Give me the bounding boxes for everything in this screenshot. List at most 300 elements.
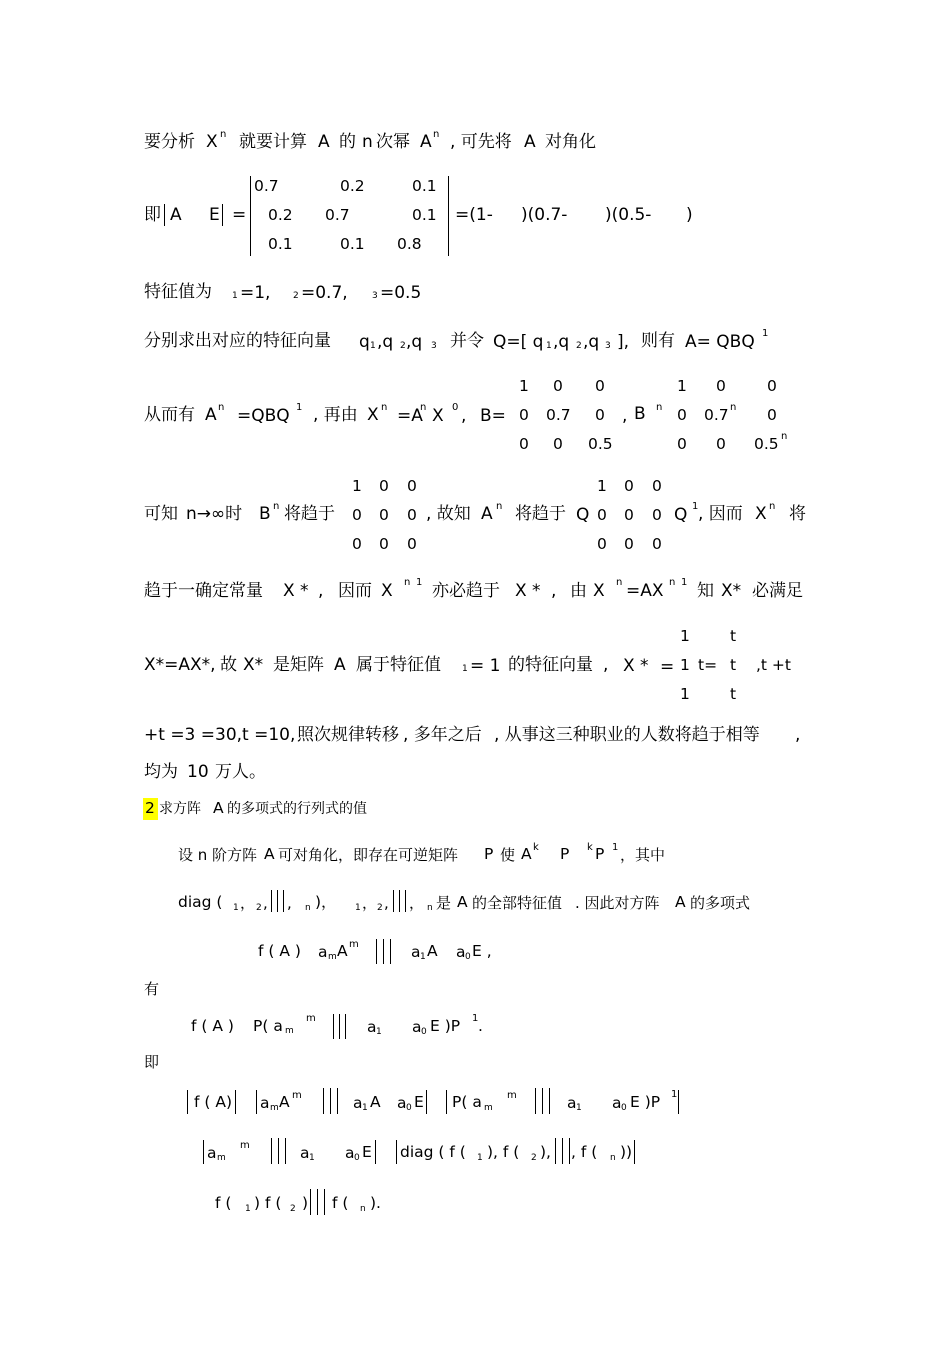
superscript: n [656,402,663,413]
text: a [260,1094,270,1112]
text: E [362,1143,372,1161]
text-ji: 即 [144,1053,160,1071]
matrix-cell: 0 [767,406,777,424]
matrix-cell: 0.7 [325,206,350,224]
text: X [755,504,767,524]
text: 对角化 [545,132,596,152]
text: ) f ( [254,1194,282,1212]
text: P [484,845,494,863]
text: ， [362,894,378,912]
text: X * [623,656,649,676]
text: P [595,845,605,863]
matrix-cell: 0 [379,535,389,553]
text: 必满足 [752,581,803,601]
text: a [367,1018,377,1036]
matrix-cell: 0 [407,535,417,553]
text: , 多年之后 [403,725,482,745]
matrix-cell: 0.7 [254,177,279,195]
superscript: n [218,402,225,413]
subscript: m [285,1026,294,1036]
ellipsis-stroke [271,1138,272,1164]
subscript: n [360,1204,366,1214]
ellipsis-stroke [399,890,400,912]
text: 的多项式的行列式的值 [227,801,367,817]
matrix-cell: 0 [624,506,634,524]
matrix-cell: 1 [519,377,529,395]
text: 分别求出对应的特征向量 [144,331,331,351]
text: 故 [220,655,237,675]
matrix-cell: 1 [352,477,362,495]
text: , [318,581,324,601]
text: , [603,655,609,675]
text: X [432,406,444,426]
text: E , [472,942,492,960]
superscript: n [381,402,388,413]
superscript: n [669,577,676,588]
matrix-cell: 0 [597,506,607,524]
ellipsis-stroke [562,1138,563,1164]
text: ,q [553,332,570,352]
text: P [560,845,570,863]
matrix-cell: 0 [519,435,529,453]
text: A [205,405,217,425]
superscript: n [730,402,737,413]
abs-bar [446,1090,447,1114]
text: 由 [570,581,587,601]
abs-bar [634,1140,635,1164]
ellipsis-stroke [542,1088,543,1114]
superscript: n [220,129,227,140]
superscript: 1 [296,402,303,413]
matrix-cell: 1 [597,477,607,495]
matrix-cell: 0.7 [546,406,571,424]
abs-bar [164,204,165,226]
text: 万人。 [215,762,266,782]
matrix-cell: 0.1 [412,177,437,195]
text: 可对角化，即存在可逆矩阵 [278,846,459,864]
matrix-cell: 0 [379,506,389,524]
subscript: 1 [309,1153,315,1163]
text: 将 [789,504,806,524]
superscript: 1 [681,577,688,588]
matrix-cell: 0.5 [754,435,779,453]
text: . 因此对方阵 [575,894,660,912]
text: a [612,1094,622,1112]
matrix-cell: 0 [407,506,417,524]
text: Q [576,505,590,525]
ellipsis-stroke [271,890,272,912]
subscript: 0 [465,952,471,962]
ellipsis-stroke [405,890,406,912]
abs-bar [256,1090,257,1114]
superscript: n [433,129,440,140]
superscript: m [507,1090,517,1101]
text: 次幂 [376,132,410,152]
ellipsis-stroke [569,1138,570,1164]
text: B [259,504,271,524]
matrix-cell: 0 [379,477,389,495]
text: , [384,894,389,912]
text: a [397,1094,407,1112]
text: n [362,132,373,152]
text: A [457,893,468,911]
text: f ( [332,1194,349,1212]
text: , 可先将 [450,132,512,152]
subscript: 0 [406,1103,412,1113]
matrix-cell: 0.1 [412,206,437,224]
vector-cell: 1 [680,656,690,674]
subscript: m [217,1153,226,1163]
text: A [427,942,438,960]
matrix-cell: 0 [677,406,687,424]
text: =0.7, [301,283,348,303]
subscript: 1 [376,1027,382,1037]
text: A [337,942,348,960]
superscript: n [496,501,503,512]
superscript: 1 [762,328,769,339]
superscript: m [292,1090,302,1101]
text: X * [515,581,541,601]
text: E )P [630,1093,661,1111]
text: diag ( [178,893,223,911]
subscript: m [328,952,337,962]
text: A [279,1093,290,1111]
vector-cell: 1 [680,627,690,645]
superscript: n [273,501,280,512]
text: A [675,893,686,911]
ellipsis-stroke [278,1138,279,1164]
matrix-cell: 0 [352,535,362,553]
text: =0.5 [380,283,422,303]
subscript: 1 [232,291,238,301]
vector-cell: 1 [680,685,690,703]
subscript: 0 [621,1103,627,1113]
abs-bar [426,1090,427,1114]
matrix-cell: 0.2 [268,206,293,224]
ellipsis-stroke [283,890,284,912]
ellipsis-stroke [535,1088,536,1114]
vector-cell: t [730,656,737,674]
ellipsis-stroke [383,939,384,964]
superscript: k [533,842,539,853]
text: A= QBQ [685,332,755,352]
subscript: 0 [354,1153,360,1163]
ellipsis-stroke [310,1189,311,1215]
text: . [478,1017,483,1035]
ellipsis-stroke [393,890,394,912]
text: P( a [253,1017,283,1035]
text: ,t +t [756,656,791,674]
text: =A [397,406,423,426]
text: X [593,581,605,601]
text: = 1 [470,656,501,676]
text: B [634,404,646,424]
subscript: 3 [372,291,378,301]
text: n→∞时 [186,504,243,524]
text: X [367,405,379,425]
text: , [263,894,268,912]
subscript: 2 [377,903,383,913]
abs-bar [187,1090,188,1114]
superscript: n [769,501,776,512]
abs-bar [235,1090,236,1114]
text: , 故知 [426,504,471,524]
superscript: 1 [612,842,619,853]
determinant-bar [448,176,449,256]
superscript: n [781,431,788,442]
ellipsis-stroke [555,1138,556,1164]
subscript: n [427,903,433,913]
matrix-cell: 1 [677,377,687,395]
text: a [300,1144,310,1162]
ellipsis-stroke [285,1138,286,1164]
text: 10 [187,762,209,782]
ellipsis-stroke [323,1088,324,1114]
determinant-bar [250,176,251,256]
text: A [170,205,182,225]
ellipsis-stroke [317,1189,318,1215]
text: a [411,943,421,961]
text: 设 n 阶方阵 [178,846,258,864]
text: a [353,1094,363,1112]
text: ,q [406,332,423,352]
text: ) [302,1194,309,1212]
text: 使 [500,846,516,864]
text: B= [480,406,506,426]
superscript: k [587,842,593,853]
text: )) [620,1143,633,1161]
abs-bar [222,204,223,226]
ellipsis-stroke [277,890,278,912]
ellipsis-stroke [390,939,391,964]
subscript: 2 [400,341,406,351]
superscript: 0 [452,402,459,413]
subscript: m [270,1103,279,1113]
matrix-cell: 0 [595,406,605,424]
text: t= [698,656,718,674]
text: 求方阵 [159,801,201,817]
ellipsis-stroke [345,1014,346,1039]
subscript: m [484,1103,493,1113]
matrix-cell: 0 [352,506,362,524]
abs-bar [396,1140,397,1164]
text: A [524,132,536,152]
text: 的全部特征值 [472,894,563,912]
text: ), [540,1143,551,1161]
subscript: 0 [421,1027,427,1037]
text-you: 有 [144,980,160,998]
text: A [264,845,275,863]
text: A [370,1093,381,1111]
text: a [567,1094,577,1112]
subscript: 1 [576,1103,582,1113]
text: +t =3 =30,t =10, [144,725,296,745]
text: 属于特征值 [356,655,441,675]
text: 是矩阵 [273,655,324,675]
text: q [359,332,370,352]
matrix-cell: 0 [624,477,634,495]
text: X [381,581,393,601]
text: A [521,845,532,863]
ellipsis-stroke [324,1189,325,1215]
ellipsis-stroke [330,1088,331,1114]
subscript: 1 [355,903,361,913]
text: , [287,894,292,912]
matrix-cell: 0.1 [340,235,365,253]
text: 就要计算 [239,132,307,152]
ellipsis-stroke [549,1088,550,1114]
text: A [213,799,224,817]
subscript: 2 [293,291,299,301]
text: E [209,205,220,225]
text: , [795,725,801,745]
superscript: n [420,402,427,413]
text: 并令 [450,331,484,351]
text: ). [370,1194,381,1212]
text: , 因而 [698,504,743,524]
text: A [481,504,493,524]
text: Q=[ q [493,332,544,352]
text: )(0.5- [605,205,652,225]
text: diag ( f ( [400,1143,466,1161]
text: a [345,1144,355,1162]
matrix-cell: 0.2 [340,177,365,195]
text: E [414,1093,424,1111]
abs-bar [375,1140,376,1164]
text: 则有 [641,331,675,351]
subscript: 1 [546,341,552,351]
text: 知 [697,581,714,601]
subscript: n [610,1153,616,1163]
text: , [551,581,557,601]
text: =AX [626,581,664,601]
superscript: m [306,1013,316,1024]
text: 亦必趋于 [432,581,500,601]
text: a [207,1144,217,1162]
text: 均为 [144,762,178,782]
text: f ( A) [194,1093,233,1111]
matrix-cell: 0.8 [397,235,422,253]
superscript: n [404,577,411,588]
vector-cell: t [730,627,737,645]
matrix-cell: 0 [553,377,563,395]
text: a [456,943,466,961]
matrix-cell: 0 [597,535,607,553]
superscript: 1 [671,1089,678,1100]
subscript: 1 [233,903,239,913]
text: ,q [377,332,394,352]
text: a [318,943,328,961]
text: f ( A ) [191,1017,234,1035]
superscript: 1 [416,577,423,588]
matrix-cell: 0 [716,377,726,395]
text: ，其中 [620,846,666,864]
text: )(0.7- [521,205,568,225]
matrix-cell: 0 [652,477,662,495]
text: , [622,406,628,426]
matrix-cell: 0.5 [588,435,613,453]
subscript: 1 [462,664,468,674]
matrix-cell: 0.7 [704,406,729,424]
superscript: m [240,1140,250,1151]
matrix-cell: 0.1 [268,235,293,253]
subscript: n [305,903,311,913]
text: 可知 [144,504,178,524]
text: X*=AX*, [144,655,216,675]
matrix-cell: 0 [553,435,563,453]
matrix-cell: 0 [716,435,726,453]
subscript: 1 [477,1153,483,1163]
text: 的特征向量 [508,655,593,675]
matrix-cell: 0 [652,506,662,524]
text: = [232,205,247,225]
text: 照次规律转移 [297,725,399,745]
subscript: 2 [256,903,262,913]
text: 将趋于 [284,504,335,524]
text: X* [721,581,742,601]
subscript: 3 [431,341,437,351]
text: )， [315,893,337,911]
subscript: 2 [576,341,582,351]
section-number: 2 [145,799,155,817]
ellipsis-stroke [337,1088,338,1114]
text: Q [674,505,688,525]
text: a [412,1018,422,1036]
text: , f ( [571,1143,598,1161]
text: 从而有 [144,405,195,425]
text: 的 [339,132,356,152]
text: , 从事这三种职业的人数将趋于相等 [494,725,760,745]
subscript: 1 [362,1103,368,1113]
matrix-cell: 0 [677,435,687,453]
text: A [420,132,432,152]
text: 的多项式 [690,894,751,912]
matrix-cell: 0 [767,377,777,395]
text: , 再由 [313,405,358,425]
subscript: 1 [420,952,426,962]
text: ， [409,894,425,912]
text: 因而 [338,581,372,601]
text: 趋于一确定常量 [144,581,263,601]
text: P( a [452,1093,482,1111]
text: X* [243,655,264,675]
text: A [334,655,346,675]
superscript: m [349,939,359,950]
text: =1, [240,283,271,303]
text: f ( A ) [258,942,301,960]
subscript: 3 [605,341,611,351]
text: ], [617,332,630,352]
text: E )P [430,1017,461,1035]
superscript: 1 [472,1013,479,1024]
ellipsis-stroke [333,1014,334,1039]
abs-bar [678,1090,679,1114]
subscript: 1 [370,341,376,351]
text: ), f ( [487,1143,520,1161]
text: 是 [436,894,452,912]
text: =QBQ [237,406,290,426]
text: 将趋于 [515,504,566,524]
text: 特征值为 [144,282,212,302]
matrix-cell: 0 [652,535,662,553]
ellipsis-stroke [376,939,377,964]
matrix-cell: 0 [624,535,634,553]
subscript: 1 [245,1204,251,1214]
matrix-cell: 0 [519,406,529,424]
abs-bar [203,1140,204,1164]
superscript: n [616,577,623,588]
text: X * [283,581,309,601]
